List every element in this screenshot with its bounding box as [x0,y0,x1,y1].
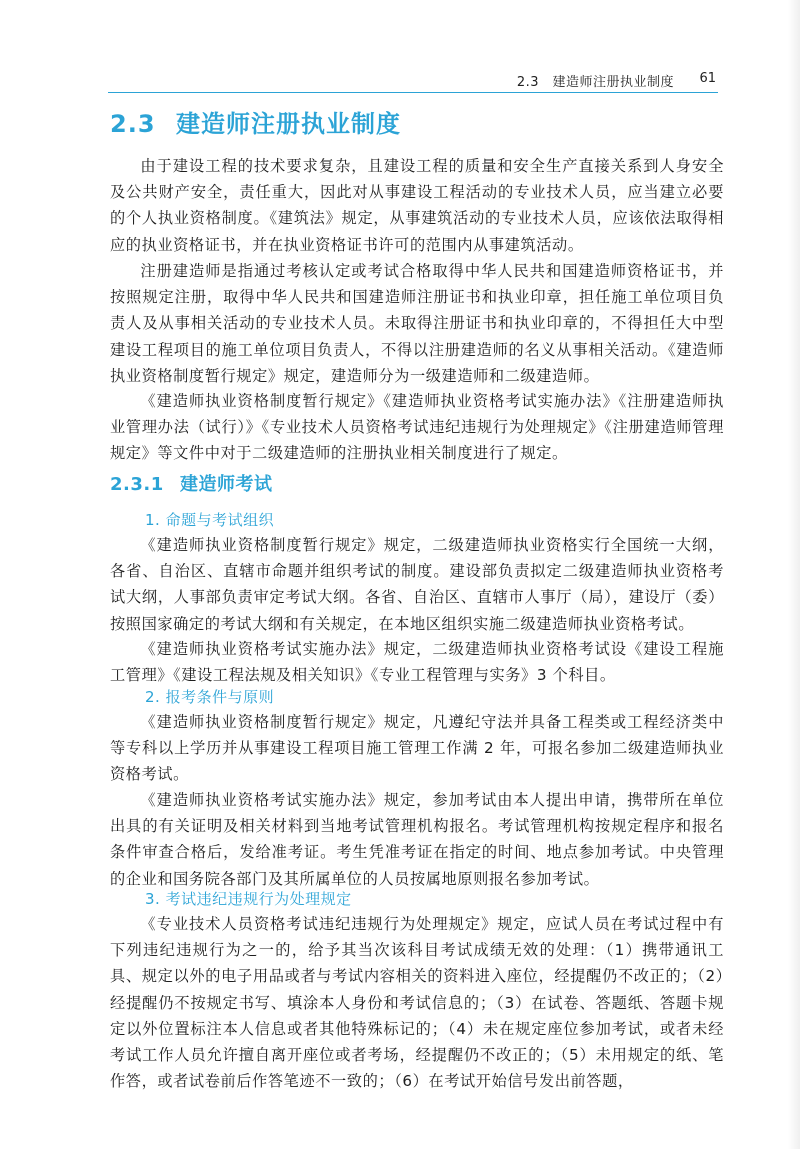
topic-heading-3: 3. 考试违纪违规行为处理规定 [145,890,352,908]
subsection-heading [110,470,273,496]
topic-1-paragraph-2: 《建造师执业资格考试实施办法》规定，二级建造师执业资格考试设《建设工程施工管理》《建设工程法规及相关知识》《专业工程管理与实务》3 个科目。 [110,640,724,685]
section-heading [110,104,401,139]
topic-2-paragraph-1: 《建造师执业资格制度暂行规定》规定，凡遵纪守法并具备工程类或工程经济类中等专科以上学历并从事建设工程项目施工管理工作满 2 年，可报名参加二级建造师执业资格考试。 [110,713,724,784]
subsection-number: 2.3.1 [110,474,164,495]
topic-heading-1: 1. 命题与考试组织 [145,511,275,529]
section-number: 2.3 [110,110,156,138]
topic-1-paragraph-1: 《建造师执业资格制度暂行规定》规定，二级建造师执业资格实行全国统一大纲，各省、自治区、直辖市命题并组织考试的制度。建设部负责拟定二级建造师执业资格考试大纲，人事部负责审定考试大纲。各省、自治区、直辖市人事厅（局），建设厅（委）按照国家确定的考试大纲和有关规定，在本地区组织实施二级建造师执业资格考试。 [110,536,724,633]
section-title-text: 建造师注册执业制度 [176,110,401,138]
running-header [108,66,718,93]
intro-paragraph-2: 注册建造师是指通过考核认定或考试合格取得中华人民共和国建造师资格证书，并按照规定注册，取得中华人民共和国建造师注册证书和执业印章，担任施工单位项目负责人及从事相关活动的专业技术人员。未取得注册证书和执业印章的，不得担任大中型建设工程项目的施工单位项目负责人，不得以注册建造师的名义从事相关活动。《建造师执业资格制度暂行规定》规定，建造师分为一级建造师和二级建造师。 [110,262,724,385]
page-number: 61 [699,71,716,86]
subsection-title-text: 建造师考试 [180,474,273,495]
page-fold-shadow [788,0,800,1149]
topic-2-paragraph-2: 《建造师执业资格考试实施办法》规定，参加考试由本人提出申请，携带所在单位出具的有关证明及相关材料到当地考试管理机构报名。考试管理机构按规定程序和报名条件审查合格后，发给准考证。考生凭准考证在指定的时间、地点参加考试。中央管理的企业和国务院各部门及其所属单位的人员按属地原则报名参加考试。 [110,791,724,888]
topic-3-paragraph-1: 《专业技术人员资格考试违纪违规行为处理规定》规定，应试人员在考试过程中有下列违纪违规行为之一的，给予其当次该科目考试成绩无效的处理：（1）携带通讯工具、规定以外的电子用品或者与考试内容相关的资料进入座位，经提醒仍不改正的；（2）经提醒仍不按规定书写、填涂本人身份和考试信息的；（3）在试卷、答题纸、答题卡规定以外位置标注本人信息或者其他特殊标记的；（4）未在规定座位参加考试，或者未经考试工作人员允许擅自离开座位或者考场，经提醒仍不改正的；（5）未用规定的纸、笔作答，或者试卷前后作答笔迹不一致的；（6）在考试开始信号发出前答题， [110,915,724,1091]
running-header-title: 2.3 建造师注册执业制度 [516,75,674,90]
intro-paragraph-3: 《建造师执业资格制度暂行规定》《建造师执业资格考试实施办法》《注册建造师执业管理办法（试行）》《专业技术人员资格考试违纪违规行为处理规定》《注册建造师管理规定》等文件中对于二级建造师的注册执业相关制度进行了规定。 [110,392,724,463]
intro-paragraph-1: 由于建设工程的技术要求复杂，且建设工程的质量和安全生产直接关系到人身安全及公共财产安全，责任重大，因此对从事建设工程活动的专业技术人员，应当建立必要的个人执业资格制度。《建筑法》规定，从事建筑活动的专业技术人员，应该依法取得相应的执业资格证书，并在执业资格证书许可的范围内从事建筑活动。 [110,157,724,254]
topic-heading-2: 2. 报考条件与原则 [145,688,275,706]
